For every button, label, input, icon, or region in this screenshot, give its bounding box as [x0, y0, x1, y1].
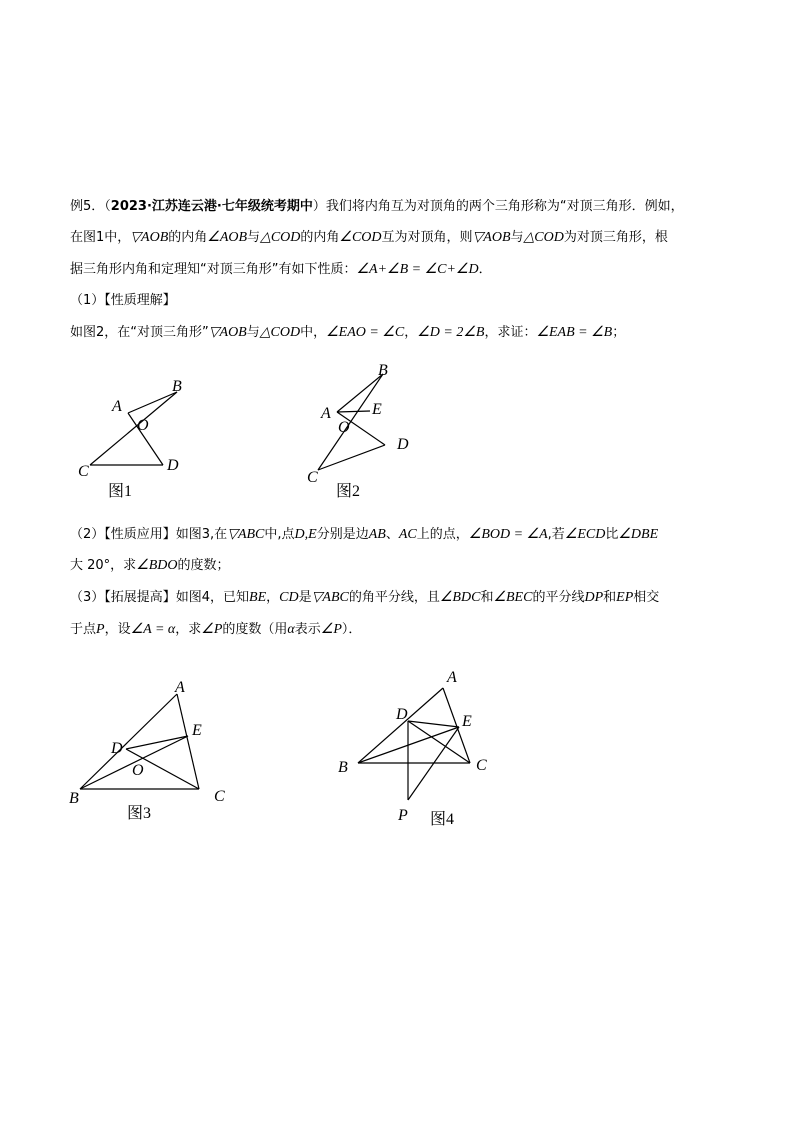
- figure-2: [300, 360, 440, 500]
- fig3-line-a-c: [177, 694, 199, 789]
- fig2-caption: 图2: [336, 483, 361, 500]
- fig4-label-E: E: [462, 713, 472, 730]
- fig1-label-O: O: [137, 417, 149, 434]
- fig1-label-A: A: [112, 398, 122, 415]
- fig3-label-A: A: [175, 679, 185, 696]
- part2-line-1: （2）【性质应用】如图3,在▽ABC中,点D,E分别是边AB、AC上的点，∠BOD = ∠A,若∠ECD比∠DBE: [70, 527, 659, 542]
- problem-line-3: 据三角形内角和定理知“对顶三角形”有如下性质：∠A+∠B = ∠C+∠D．: [70, 262, 492, 277]
- figure-1: [70, 372, 200, 502]
- figure-4: [330, 660, 510, 840]
- fig2-line-c-d: [318, 445, 385, 470]
- fig3-caption: 图3: [127, 805, 152, 822]
- fig1-label-D: D: [167, 457, 179, 474]
- fig3-label-B: B: [69, 790, 79, 807]
- fig4-label-B: B: [338, 759, 348, 776]
- fig1-caption: 图1: [108, 483, 133, 500]
- fig2-label-A: A: [321, 405, 331, 422]
- fig2-label-O: O: [338, 419, 350, 436]
- fig1-label-C: C: [78, 463, 89, 480]
- fig3-label-O: O: [132, 762, 144, 779]
- part1-text: 如图2，在“对顶三角形”▽AOB与△COD中，∠EAO = ∠C，∠D = 2∠B，求证：∠EAB = ∠B；: [70, 325, 626, 340]
- fig4-label-D: D: [396, 706, 408, 723]
- fig2-line-b-c: [318, 374, 383, 470]
- property-formula: ∠A+∠B = ∠C+∠D: [356, 262, 479, 277]
- fig3-label-E: E: [192, 722, 202, 739]
- problem-line-1: 例5．（2023·江苏连云港·七年级统考期中）我们将内角互为对顶角的两个三角形称为“对顶三角形．例如，: [70, 199, 684, 214]
- fig4-label-A: A: [447, 669, 457, 686]
- problem-line-2: 在图1中，▽AOB的内角∠AOB与△COD的内角∠COD互为对顶角，则▽AOB与△COD为对顶三角形，根: [70, 230, 668, 245]
- fig2-line-a-e: [337, 411, 370, 412]
- part2-line-2: 大 20°，求∠BDO的度数；: [70, 558, 230, 573]
- fig1-label-B: B: [172, 378, 182, 395]
- part3-line-2: 于点P，设∠A = α，求∠P的度数（用α表示∠P）．: [70, 622, 362, 637]
- fig4-caption: 图4: [430, 811, 455, 828]
- fig3-line-d-e: [126, 736, 188, 749]
- fig2-label-D: D: [397, 436, 409, 453]
- fig3-label-D: D: [111, 740, 123, 757]
- fig2-label-E: E: [372, 401, 382, 418]
- fig1-line-b-c: [90, 392, 177, 465]
- fig3-label-C: C: [214, 788, 225, 805]
- fig2-label-C: C: [307, 469, 318, 486]
- fig2-label-B: B: [378, 362, 388, 379]
- fig4-line-a-b: [358, 688, 443, 763]
- part1-label: （1）【性质理解】: [70, 293, 176, 308]
- figure-3: [60, 672, 240, 832]
- fig4-label-P: P: [398, 807, 408, 824]
- fig1-line-a-b: [128, 392, 177, 413]
- fig4-label-C: C: [476, 757, 487, 774]
- part3-line-1: （3）【拓展提高】如图4，已知BE，CD是▽ABC的角平分线，且∠BDC和∠BEC的平分线DP和EP相交: [70, 590, 660, 605]
- source-tag: 2023·江苏连云港·七年级统考期中: [110, 199, 313, 214]
